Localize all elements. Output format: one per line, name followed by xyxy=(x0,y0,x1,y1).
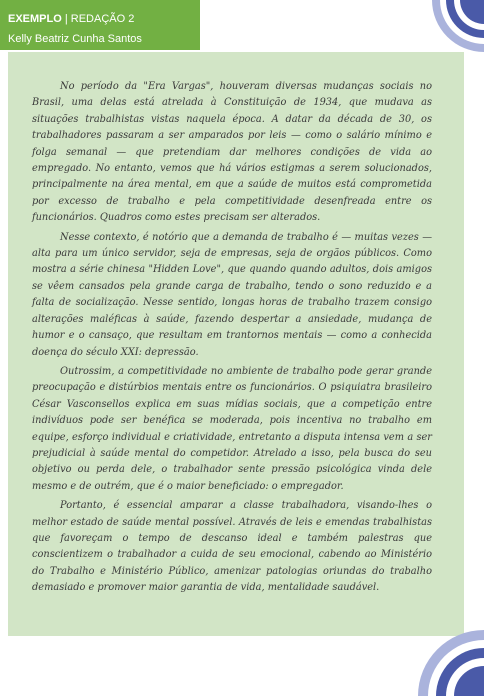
header-subtitle: REDAÇÃO 2 xyxy=(70,13,135,25)
essay-paragraph: Outrossim, a competitividade no ambiente de trabalho pode gerar grande preocupação e distúrbios mentais entre os funcionários. O psiquiatra brasileiro César Vasconsellos explica em suas mídias sociais, que a competição entre indivíduos pode ser benéfica se moderada, pois incentiva no trabalho em equipe, esforço individual e criatividade, entretanto a disputa intensa vem a ser prejudicial à saúde mental do competidor. Atrelado a isso, pela busca do seu objetivo ou perda dele, o trabalhador sente pressão psicológica vinda dele mesmo e de outrém, que é o maior beneficiado: o empregador. xyxy=(32,365,432,492)
corner-decoration-top xyxy=(428,0,484,52)
essay-paragraph: Portanto, é essencial amparar a classe trabalhadora, visando-lhes o melhor estado de saúde mental possível. Através de leis e emendas trabalhistas que favoreçam o tempo de descanso ideal e também palestras que conscientizem o trabalhador a cuida de seu emocional, cabendo ao Ministério do Trabalho e Ministério Público, amenizar patologias oriundas do trabalho demasiado e promover maior garantia de vida, mentalidade saudável. xyxy=(32,500,432,594)
author-name: Kelly Beatriz Cunha Santos xyxy=(8,33,142,45)
header-label: EXEMPLO xyxy=(8,13,62,25)
essay-text xyxy=(32,79,432,600)
corner-decoration-bottom xyxy=(414,626,484,696)
essay-paragraph: Nesse contexto, é notório que a demanda de trabalho é — muitas vezes — alta para um único servidor, seja de empresas, seja de orgãos públicos. Como mostra a série chinesa "Hidden Love", que quando quando adultos, dois amigos se vêem cansados pela grande carga de trabalho, tendo o sono reduzido e a falta de socialização. Nesse sentido, longas horas de trabalho trazem consigo alterações maléficas à saúde, fazendo despertar a ansiedade, mudança de humor e o cansaço, que resultam em trantornos mentais — como a conhecida doença do século XXI: depressão. xyxy=(32,231,432,358)
header-banner xyxy=(0,0,200,50)
header-title xyxy=(8,13,134,26)
essay-paragraph: No período da "Era Vargas", houveram diversas mudanças sociais no Brasil, uma delas está atrelada à Constituição de 1934, que mudava as situações trabalhistas vistas naquela época. A datar da década de 30, os trabalhadores passaram a ser amparados por leis — como o salário mínimo e folga semanal — que pretendiam dar melhores condições de vida ao empregado. No entanto, vemos que há vários estigmas a serem solucionados, principalmente na área mental, em que a saúde de muitos está comprometida por excesso de trabalho e pela competitividade desenfreada entre os funcionários. Quadros como estes precisam ser alterados. xyxy=(32,81,432,224)
header-separator: | xyxy=(64,13,68,25)
